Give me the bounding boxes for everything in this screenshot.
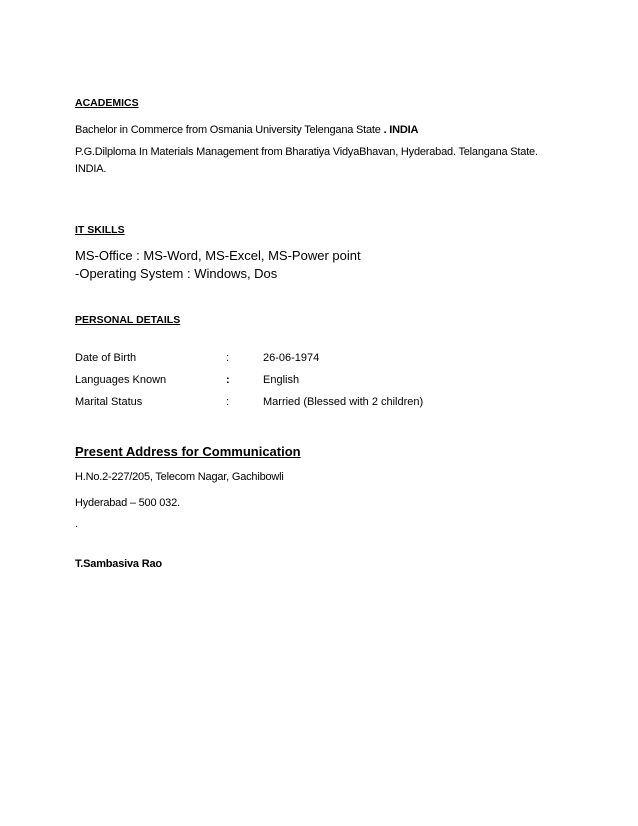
languages-label: Languages Known: [75, 374, 167, 386]
marital-separator: :: [226, 396, 230, 408]
academics-line-2: P.G.Dilploma In Materials Management from Bharatiya VidyaBhavan, Hyderabad. Telangana State.: [75, 146, 538, 158]
marital-value: Married (Blessed with 2 children): [263, 396, 424, 408]
academics-heading: ACADEMICS: [75, 97, 139, 109]
personal-details-heading: PERSONAL DETAILS: [75, 314, 181, 326]
marital-label: Marital Status: [75, 396, 143, 408]
address-dot: .: [75, 518, 78, 530]
address-heading: Present Address for Communication: [75, 444, 301, 459]
address-line-1: H.No.2-227/205, Telecom Nagar, Gachibowli: [75, 471, 284, 483]
academics-line-2-cont: INDIA.: [75, 163, 107, 175]
it-skills-heading: IT SKILLS: [75, 224, 125, 236]
academics-line-1-country: . INDIA: [383, 124, 419, 136]
academics-line-1: [75, 124, 418, 136]
dob-value: 26-06-1974: [263, 352, 320, 364]
it-skills-line-2: -Operating System : Windows, Dos: [75, 266, 278, 281]
address-line-2: Hyderabad – 500 032.: [75, 497, 180, 509]
languages-separator: :: [226, 374, 230, 386]
academics-line-1-text: Bachelor in Commerce from Osmania University Telengana State: [75, 124, 381, 136]
signature-name: T.Sambasiva Rao: [75, 558, 162, 570]
dob-label: Date of Birth: [75, 352, 137, 364]
dob-separator: :: [226, 352, 230, 364]
languages-value: English: [263, 374, 300, 386]
it-skills-line-1: MS-Office : MS-Word, MS-Excel, MS-Power point: [75, 248, 361, 263]
